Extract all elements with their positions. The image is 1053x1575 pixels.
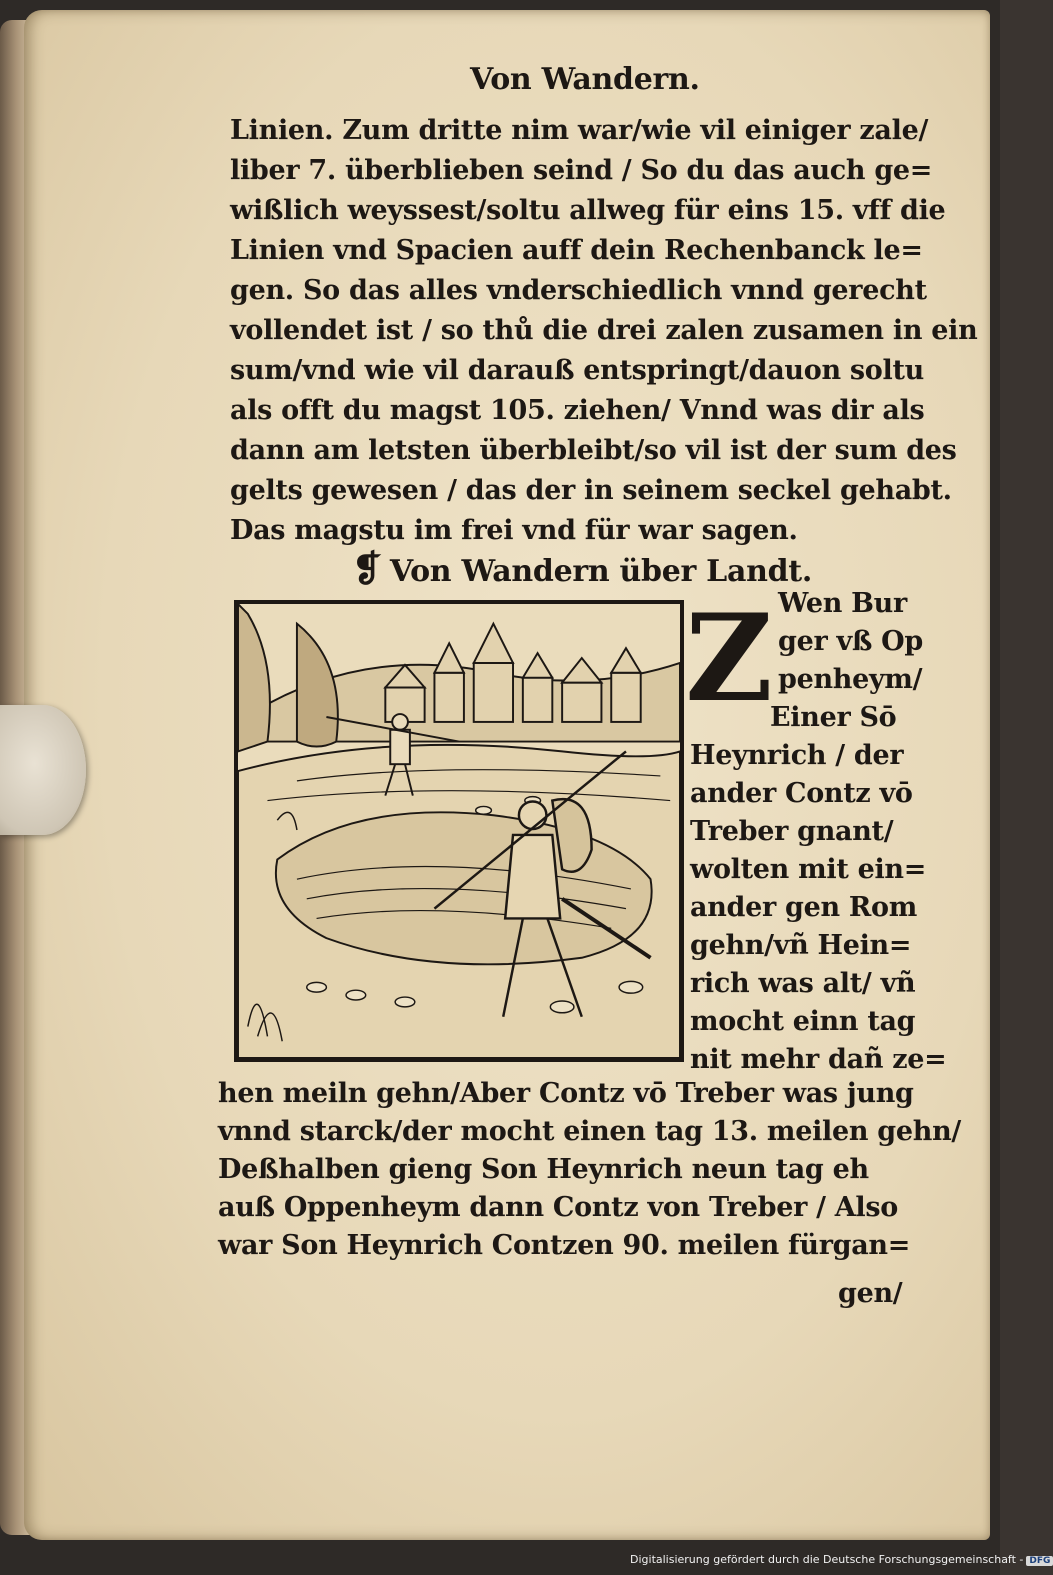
body-text-top [230,115,978,555]
text-line: dann am letsten überbleibt/so vil ist der sum des [230,435,957,466]
text-line: sum/vnd wie vil darauß entspringt/dauon soltu [230,355,924,386]
body-text-bottom [218,1068,961,1328]
section-heading-text: Von Wandern über Landt. [389,554,812,589]
credit-text: Digitalisierung gefördert durch die Deutsche Forschungsgemeinschaft - [630,1553,1024,1566]
text-line: vollendet ist / so thů die drei zalen zusamen in ein [230,315,978,346]
text-line: mocht einn tag [690,1006,916,1037]
woodcut-travelers-image [238,604,680,1058]
text-line: gen/ [838,1278,903,1309]
text-line: ander Contz vō [690,778,913,809]
digitization-credit [630,1553,1053,1566]
text-line: gen. So das alles vnderschiedlich vnnd gerecht [230,275,927,306]
text-line: penheym/ [778,664,923,695]
text-line: Linien vnd Spacien auff dein Rechenbanck le= [230,235,923,266]
text-line: liber 7. überblieben seind / So du das auch ge= [230,155,933,186]
paragraph-mark-icon: ❡ [352,548,382,590]
book-clasp [0,705,86,835]
text-line: wißlich weyssest/soltu allweg für eins 15. vff die [230,195,946,226]
text-line: als offt du magst 105. ziehen/ Vnnd was dir als [230,395,925,426]
text-line: Wen Bur [778,588,907,619]
text-line: hen meiln gehn/Aber Contz vō Treber was jung [218,1078,914,1109]
text-line: gelts gewesen / das der in seinem seckel gehabt. [230,475,952,506]
text-line: ger vß Op [778,626,923,657]
text-line: wolten mit ein= [690,854,927,885]
text-line: nit mehr dañ ze= [690,1044,947,1075]
text-line: Deßhalben gieng Son Heynrich neun tag eh [218,1154,869,1185]
text-line: gehn/vñ Hein= [690,930,912,961]
text-line: Treber gnant/ [690,816,894,847]
side-column-text [690,588,947,1075]
text-line: Einer Sō [770,702,897,733]
dfg-logo-badge: DFG [1026,1556,1053,1566]
text-line: Heynrich / der [690,740,904,771]
running-head: Von Wandern. [470,62,700,97]
text-line: war Son Heynrich Contzen 90. meilen fürgan= [218,1230,911,1261]
text-line: Das magstu im frei vnd für war sagen. [230,515,798,546]
text-line: auß Oppenheym dann Contz von Treber / Also [218,1192,898,1223]
woodcut-illustration [234,600,684,1062]
text-line: ander gen Rom [690,892,918,923]
text-line: Linien. Zum dritte nim war/wie vil einiger zale/ [230,115,929,146]
text-line: rich was alt/ vñ [690,968,916,999]
svg-text:Z: Z [685,588,773,729]
text-line: vnnd starck/der mocht einen tag 13. meilen gehn/ [218,1116,961,1147]
section-heading [352,548,812,590]
